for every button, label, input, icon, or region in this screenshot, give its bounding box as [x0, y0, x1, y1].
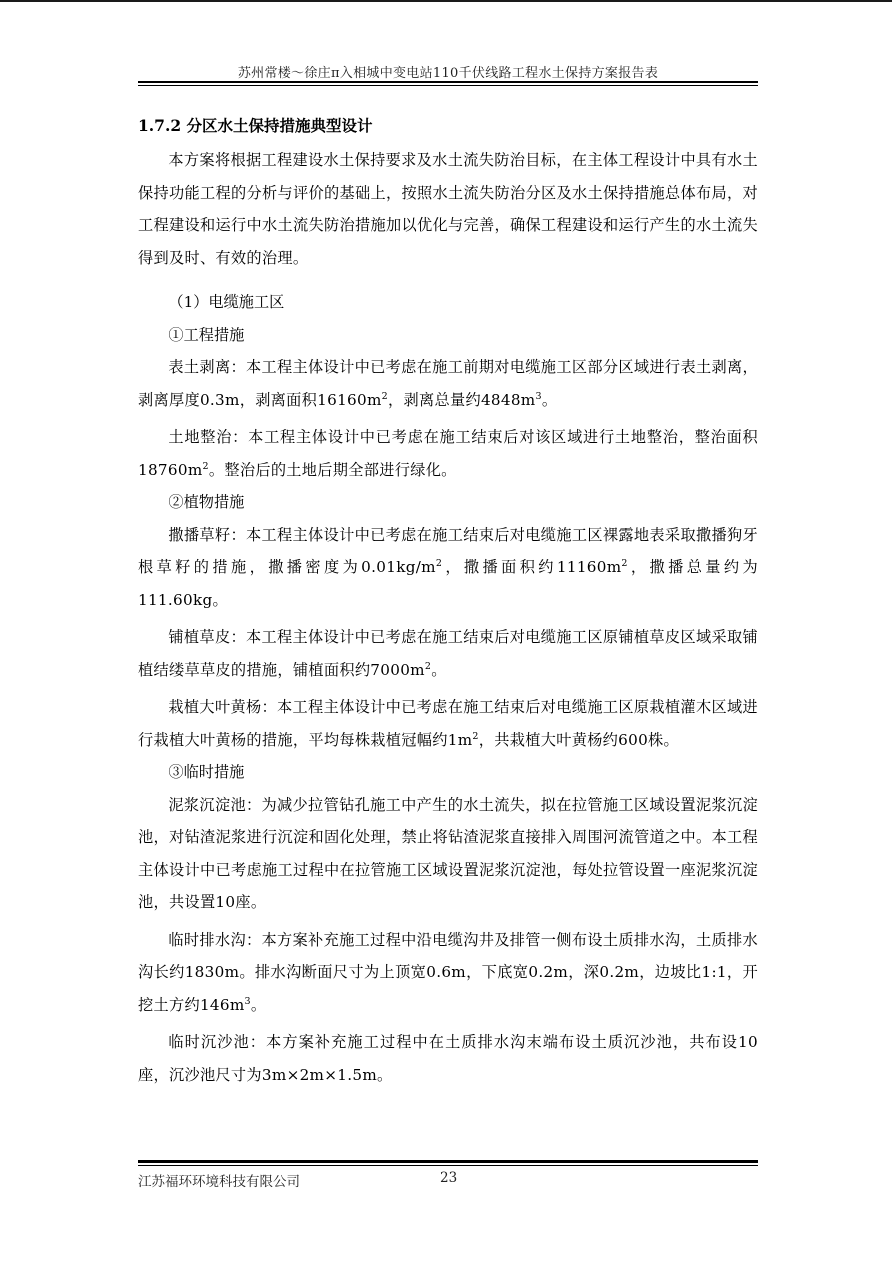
land-sup-a: 2	[202, 460, 209, 472]
boxwood-text-a: 本工程主体设计中已考虑在施工结束后对电缆施工区原栽植灌木区域进行栽植大叶黄杨的措施，平均每株栽植冠幅约1m	[138, 698, 758, 749]
turf-text-a: 本工程主体设计中已考虑在施工结束后对电缆施工区原铺植草皮区域采取铺植结缕草草皮的措施，铺植面积约7000m	[138, 628, 759, 679]
mud-pool-text: 为减少拉管钻孔施工中产生的水土流失，拟在拉管施工区域设置泥浆沉淀池，对钻渣泥浆进行沉淀和固化处理，禁止将钻渣泥浆直接排入周围河流管道之中。本工程主体设计中已考虑施工过程中在拉管施工区域设置泥浆沉淀池，每处拉管设置一座泥浆沉淀池，共设置10座。	[138, 795, 758, 911]
topsoil-text-b: ，剥离总量约4848m	[388, 390, 536, 409]
boxwood-lead: 栽植大叶黄杨：	[168, 698, 278, 716]
engineering-measures-title: ①工程措施	[168, 325, 245, 344]
ditch-text-b: 。	[250, 995, 267, 1014]
seeding-sup-a: 2	[435, 558, 443, 569]
seeding-lead: 撒播草籽：	[168, 525, 246, 544]
top-border	[0, 0, 892, 2]
land-text-a: 本工程主体设计中已考虑在施工结束后对该区域进行土地整治，整治面积18760m	[138, 428, 759, 479]
page-number: 23	[440, 1170, 458, 1186]
sand-pool-text: 本方案补充施工过程中在土质排水沟末端布设土质沉沙池，共布设10座，沉沙池尺寸为3m×2m×1.5m。	[138, 1033, 758, 1084]
turf-lead: 铺植草皮：	[168, 628, 246, 646]
header-rule-thin	[138, 85, 758, 86]
seeding-text-a: 本工程主体设计中已考虑在施工结束后对电缆施工区裸露地表采取撒播狗牙根草籽的措施，撒播密度为0.01kg/m	[138, 525, 759, 576]
ditch-sup-a: 3	[244, 995, 251, 1007]
topsoil-sup-b: 3	[535, 390, 542, 402]
land-text-b: 。整治后的土地后期全部进行绿化。	[208, 460, 457, 479]
sand-pool-paragraph	[138, 1026, 758, 1091]
plant-measures-title: ②植物措施	[168, 493, 245, 511]
running-header-title: 苏州常楼～徐庄π入相城中变电站110千伏线路工程水土保持方案报告表	[237, 66, 659, 81]
boxwood-paragraph	[138, 691, 758, 756]
seeding-sup-b: 2	[621, 558, 628, 569]
footer-rule	[138, 1160, 758, 1163]
grass-seeding-paragraph	[138, 519, 758, 617]
turf-paragraph	[138, 621, 758, 686]
land-lead: 土地整治：	[168, 428, 249, 446]
seeding-text-c: ，撒播总量约为111.60kg。	[138, 558, 758, 609]
boxwood-sup-a: 2	[472, 730, 479, 742]
main-content	[138, 112, 758, 1091]
topsoil-stripping-paragraph	[138, 351, 758, 416]
land-consolidation-paragraph	[138, 421, 758, 486]
temporary-measures-title: ③临时措施	[168, 763, 245, 781]
topsoil-text-c: 。	[541, 390, 558, 409]
drainage-ditch-paragraph	[138, 924, 758, 1022]
footer-rule-thin	[138, 1165, 758, 1166]
topsoil-sup-a: 2	[381, 390, 389, 402]
mud-pool-lead: 泥浆沉淀池：	[168, 795, 262, 814]
mud-pool-paragraph	[138, 789, 758, 919]
sand-pool-lead: 临时沉沙池：	[168, 1033, 267, 1051]
intro-paragraph: 本方案将根据工程建设水土保持要求及水土流失防治目标，在主体工程设计中具有水土保持功能工程的分析与评价的基础上，按照水土流失防治分区及水土保持措施总体布局，对工程建设和运行中水土流失防治措施加以优化与完善，确保工程建设和运行产生的水土流失得到及时、有效的治理。	[138, 151, 758, 267]
zone-title: （1）电缆施工区	[168, 293, 285, 311]
header-rule	[138, 81, 758, 83]
seeding-text-b: ，撒播面积约11160m	[442, 558, 622, 576]
ditch-text-a: 本方案补充施工过程中沿电缆沟井及排管一侧布设土质排水沟，土质排水沟长约1830m。排水沟断面尺寸为上顶宽0.6m，下底宽0.2m，深0.2m，边坡比1:1，开挖土方约146m	[138, 930, 758, 1014]
turf-text-b: 。	[431, 660, 447, 679]
section-heading: 1.7.2 分区水土保持措施典型设计	[138, 116, 373, 135]
turf-sup-a: 2	[424, 660, 432, 672]
footer-company-name: 江苏福环环境科技有限公司	[138, 1174, 300, 1190]
topsoil-text-a: 本工程主体设计中已考虑在施工前期对电缆施工区部分区域进行表土剥离，剥离厚度0.3m，剥离面积16160m	[138, 358, 759, 409]
topsoil-lead: 表土剥离：	[168, 358, 246, 376]
boxwood-text-b: ，共栽植大叶黄杨约600株。	[478, 730, 680, 749]
ditch-lead: 临时排水沟：	[168, 930, 262, 949]
